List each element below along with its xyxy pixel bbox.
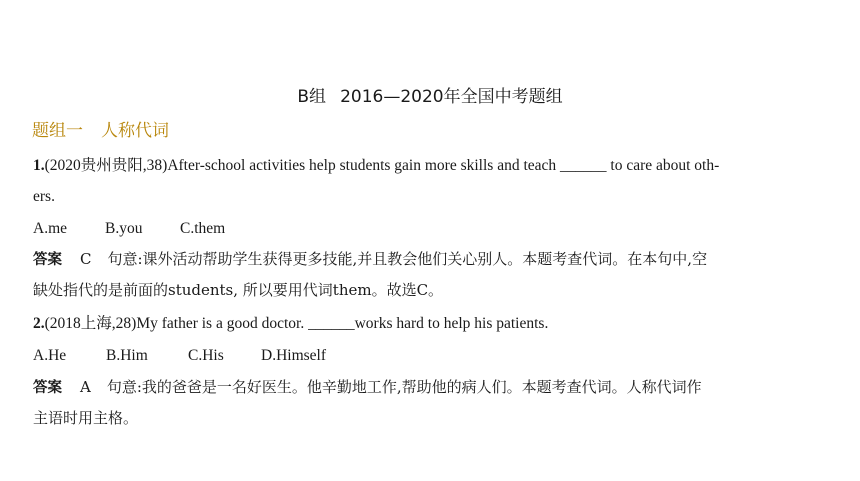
question-2-explanation-continued: [33, 411, 138, 426]
question-2-answer-label: 答案: [33, 380, 62, 396]
question-1-option-b: B.you: [105, 220, 143, 237]
question-1-source: (2020贵州贵阳,38): [44, 157, 168, 174]
question-1-option-c: C.them: [180, 220, 226, 237]
question-2-option-a: A.He: [33, 347, 67, 364]
section-title-group: B组: [297, 87, 327, 107]
question-2-text-before: My father is a good doctor.: [136, 315, 309, 332]
question-2-blank: ______: [308, 315, 355, 332]
question-2-source: (2018上海,28): [44, 315, 137, 332]
section-title-range: 2016—2020年全国中考题组: [340, 87, 563, 107]
question-2-text-after: works hard to help his patients.: [354, 315, 549, 332]
question-2-answer: [33, 380, 702, 396]
group-title-topic: 人称代词: [101, 121, 169, 141]
question-2-explanation-line2: 主语时用主格。: [33, 409, 139, 427]
question-1-blank: ______: [560, 157, 607, 174]
question-1-number: 1.: [33, 157, 45, 174]
question-1-explanation-line2: 缺处指代的是前面的students, 所以要用代词them。故选C。: [33, 281, 444, 299]
section-title: [0, 82, 860, 107]
question-1-explanation-continued: [33, 283, 443, 298]
question-2-options: [33, 348, 326, 364]
question-2-option-d: D.Himself: [261, 347, 327, 364]
question-1-options: [33, 221, 225, 237]
question-2-number: 2.: [33, 315, 45, 332]
question-2-option-b: B.Him: [106, 347, 148, 364]
question-1-answer-letter: C: [80, 250, 92, 268]
question-2-answer-letter: A: [80, 378, 91, 396]
group-title: [32, 116, 169, 141]
group-title-label: 题组一: [32, 121, 83, 141]
question-1-answer-label: 答案: [33, 252, 62, 268]
question-1-option-a: A.me: [33, 220, 68, 237]
question-1-text-after: to care about oth-: [606, 157, 720, 174]
question-2-option-c: C.His: [188, 347, 224, 364]
question-1-stem-continued: [33, 189, 55, 205]
question-1-answer: [33, 252, 707, 268]
question-1-explanation-line1: 句意:课外活动帮助学生获得更多技能,并且教会他们关心别人。本题考查代词。在本句中,空: [107, 250, 708, 268]
question-2-stem: [33, 316, 548, 332]
question-1-stem: [33, 158, 719, 174]
question-1-text-cont: ers.: [33, 188, 55, 205]
question-1-text-before: After-school activities help students gain more skills and teach: [167, 157, 561, 174]
question-2-explanation-line1: 句意:我的爸爸是一名好医生。他辛勤地工作,帮助他的病人们。本题考查代词。人称代词作: [106, 378, 702, 396]
